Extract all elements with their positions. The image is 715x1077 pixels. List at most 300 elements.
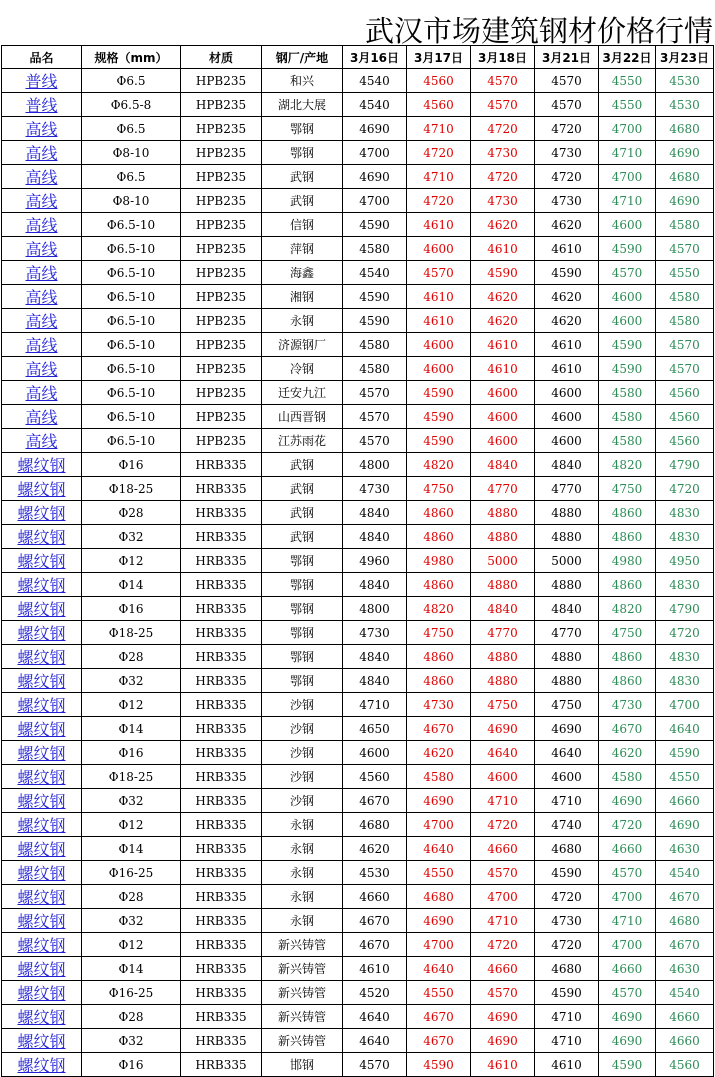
table-row [2, 165, 714, 189]
product-name-link[interactable]: 螺纹钢 [17, 552, 66, 571]
price-cell: 4600 [599, 309, 656, 333]
table-row [2, 141, 714, 165]
price-cell: 4600 [407, 357, 471, 381]
material-cell: HRB335 [181, 813, 262, 837]
spec-cell: Φ16 [82, 741, 181, 765]
price-cell: 4540 [343, 69, 407, 93]
mill-cell: 鄂钢 [262, 645, 343, 669]
price-cell: 4730 [535, 909, 599, 933]
table-row [2, 933, 714, 957]
price-cell: 4670 [343, 909, 407, 933]
price-cell: 4710 [599, 189, 656, 213]
material-cell: HRB335 [181, 837, 262, 861]
mill-cell: 山西晋钢 [262, 405, 343, 429]
price-cell: 4600 [535, 405, 599, 429]
price-cell: 4660 [343, 885, 407, 909]
price-cell: 4750 [407, 621, 471, 645]
price-cell: 4830 [656, 645, 714, 669]
price-cell: 4820 [407, 453, 471, 477]
product-name-link[interactable]: 螺纹钢 [17, 840, 66, 859]
price-cell: 4840 [471, 597, 535, 621]
table-row [2, 429, 714, 453]
price-cell: 4730 [599, 693, 656, 717]
price-cell: 4550 [599, 69, 656, 93]
material-cell: HPB235 [181, 165, 262, 189]
price-cell: 4860 [599, 501, 656, 525]
product-name-link[interactable]: 螺纹钢 [17, 504, 66, 523]
material-cell: HPB235 [181, 357, 262, 381]
price-cell: 4590 [599, 1053, 656, 1077]
price-cell: 4540 [656, 861, 714, 885]
price-cell: 4580 [599, 429, 656, 453]
price-cell: 4540 [343, 261, 407, 285]
price-cell: 4860 [407, 501, 471, 525]
product-name-cell [2, 669, 82, 693]
price-cell: 4700 [343, 189, 407, 213]
material-cell: HPB235 [181, 141, 262, 165]
spec-cell: Φ12 [82, 693, 181, 717]
material-cell: HPB235 [181, 429, 262, 453]
price-cell: 4690 [471, 717, 535, 741]
price-cell: 4690 [656, 141, 714, 165]
product-name-link[interactable]: 螺纹钢 [17, 984, 66, 1003]
price-cell: 4610 [535, 357, 599, 381]
mill-cell: 武钢 [262, 189, 343, 213]
price-cell: 4710 [471, 789, 535, 813]
material-cell: HRB335 [181, 501, 262, 525]
product-name-cell [2, 309, 82, 333]
price-cell: 4610 [407, 213, 471, 237]
price-cell: 4670 [599, 717, 656, 741]
price-cell: 4590 [535, 981, 599, 1005]
table-row [2, 957, 714, 981]
price-cell: 4590 [407, 405, 471, 429]
mill-cell: 鄂钢 [262, 597, 343, 621]
price-cell: 4620 [407, 741, 471, 765]
price-cell: 4690 [599, 1029, 656, 1053]
material-cell: HPB235 [181, 405, 262, 429]
product-name-link[interactable]: 高线 [25, 216, 58, 235]
price-cell: 4620 [535, 285, 599, 309]
price-cell: 4700 [599, 933, 656, 957]
material-cell: HRB335 [181, 693, 262, 717]
product-name-cell [2, 189, 82, 213]
price-cell: 4700 [471, 885, 535, 909]
price-cell: 4520 [343, 981, 407, 1005]
table-row [2, 621, 714, 645]
price-cell: 4620 [471, 309, 535, 333]
spec-cell: Φ6.5-10 [82, 285, 181, 309]
mill-cell: 迁安九江 [262, 381, 343, 405]
price-cell: 4710 [599, 909, 656, 933]
price-cell: 4720 [535, 117, 599, 141]
table-row [2, 861, 714, 885]
price-cell: 4800 [343, 453, 407, 477]
price-cell: 4590 [535, 261, 599, 285]
price-cell: 4720 [471, 813, 535, 837]
product-name-link[interactable]: 螺纹钢 [17, 480, 66, 499]
price-cell: 4750 [535, 693, 599, 717]
product-name-link[interactable]: 高线 [25, 408, 58, 427]
price-cell: 4820 [407, 597, 471, 621]
price-cell: 4730 [535, 141, 599, 165]
spec-cell: Φ6.5-10 [82, 261, 181, 285]
table-row [2, 669, 714, 693]
spec-cell: Φ14 [82, 573, 181, 597]
price-cell: 4610 [471, 237, 535, 261]
mill-cell: 武钢 [262, 453, 343, 477]
price-cell: 4570 [343, 405, 407, 429]
product-name-link[interactable]: 高线 [25, 384, 58, 403]
spec-cell: Φ6.5-10 [82, 237, 181, 261]
price-cell: 4730 [471, 189, 535, 213]
product-name-link[interactable]: 螺纹钢 [17, 936, 66, 955]
mill-cell: 沙钢 [262, 741, 343, 765]
product-name-link[interactable]: 螺纹钢 [17, 1008, 66, 1027]
mill-cell: 信钢 [262, 213, 343, 237]
price-cell: 4680 [656, 117, 714, 141]
product-name-cell [2, 789, 82, 813]
product-name-link[interactable]: 高线 [25, 120, 58, 139]
product-name-cell [2, 1005, 82, 1029]
price-cell: 4590 [599, 333, 656, 357]
price-cell: 4880 [535, 669, 599, 693]
price-cell: 4590 [407, 1053, 471, 1077]
price-cell: 4600 [343, 741, 407, 765]
price-cell: 4720 [471, 165, 535, 189]
product-name-link[interactable]: 螺纹钢 [17, 864, 66, 883]
price-cell: 4660 [656, 1005, 714, 1029]
material-cell: HRB335 [181, 477, 262, 501]
mill-cell: 永钢 [262, 909, 343, 933]
header-date-0317: 3月17日 [407, 46, 471, 69]
price-cell: 4830 [656, 525, 714, 549]
price-cell: 4710 [535, 1029, 599, 1053]
price-cell: 4580 [407, 765, 471, 789]
price-cell: 4660 [656, 1029, 714, 1053]
product-name-link[interactable]: 高线 [25, 144, 58, 163]
spec-cell: Φ32 [82, 789, 181, 813]
price-cell: 4570 [343, 1053, 407, 1077]
material-cell: HPB235 [181, 189, 262, 213]
product-name-link[interactable]: 高线 [25, 432, 58, 451]
product-name-link[interactable]: 螺纹钢 [17, 768, 66, 787]
product-name-cell [2, 501, 82, 525]
mill-cell: 新兴铸管 [262, 1005, 343, 1029]
product-name-link[interactable]: 螺纹钢 [17, 648, 66, 667]
product-name-cell [2, 477, 82, 501]
price-cell: 4560 [407, 69, 471, 93]
spec-cell: Φ8-10 [82, 141, 181, 165]
mill-cell: 湖北大展 [262, 93, 343, 117]
price-cell: 4660 [471, 957, 535, 981]
header-date-0323: 3月23日 [656, 46, 714, 69]
product-name-link[interactable]: 螺纹钢 [17, 720, 66, 739]
product-name-link[interactable]: 普线 [25, 96, 58, 115]
price-cell: 4580 [599, 405, 656, 429]
material-cell: HRB335 [181, 957, 262, 981]
mill-cell: 萍钢 [262, 237, 343, 261]
price-cell: 4960 [343, 549, 407, 573]
price-cell: 4610 [535, 237, 599, 261]
mill-cell: 武钢 [262, 501, 343, 525]
price-cell: 4670 [407, 717, 471, 741]
spec-cell: Φ32 [82, 669, 181, 693]
price-cell: 4680 [535, 957, 599, 981]
product-name-link[interactable]: 高线 [25, 240, 58, 259]
material-cell: HRB335 [181, 525, 262, 549]
table-row [2, 525, 714, 549]
price-cell: 4710 [471, 909, 535, 933]
material-cell: HPB235 [181, 261, 262, 285]
mill-cell: 鄂钢 [262, 549, 343, 573]
product-name-link[interactable]: 高线 [25, 336, 58, 355]
price-cell: 4560 [407, 93, 471, 117]
price-cell: 4530 [656, 69, 714, 93]
price-cell: 4700 [599, 885, 656, 909]
header-date-0318: 3月18日 [471, 46, 535, 69]
material-cell: HPB235 [181, 93, 262, 117]
price-cell: 4570 [656, 333, 714, 357]
product-name-link[interactable]: 高线 [25, 312, 58, 331]
spec-cell: Φ14 [82, 957, 181, 981]
price-cell: 4710 [407, 117, 471, 141]
price-cell: 4660 [656, 789, 714, 813]
product-name-link[interactable]: 螺纹钢 [17, 1056, 66, 1075]
product-name-link[interactable]: 螺纹钢 [17, 672, 66, 691]
table-row [2, 573, 714, 597]
product-name-link[interactable]: 螺纹钢 [17, 456, 66, 475]
price-cell: 4740 [535, 813, 599, 837]
product-name-link[interactable]: 螺纹钢 [17, 576, 66, 595]
spec-cell: Φ18-25 [82, 477, 181, 501]
price-cell: 4720 [599, 813, 656, 837]
material-cell: HRB335 [181, 597, 262, 621]
price-cell: 4770 [535, 621, 599, 645]
price-cell: 4720 [535, 165, 599, 189]
price-cell: 4750 [407, 477, 471, 501]
price-cell: 4570 [407, 261, 471, 285]
spec-cell: Φ28 [82, 645, 181, 669]
price-cell: 4580 [599, 381, 656, 405]
mill-cell: 永钢 [262, 813, 343, 837]
price-cell: 4730 [535, 189, 599, 213]
material-cell: HPB235 [181, 285, 262, 309]
product-name-cell [2, 861, 82, 885]
price-cell: 4640 [471, 741, 535, 765]
product-name-link[interactable]: 普线 [25, 72, 58, 91]
mill-cell: 新兴铸管 [262, 1029, 343, 1053]
price-cell: 4580 [656, 285, 714, 309]
price-cell: 4590 [407, 429, 471, 453]
product-name-cell [2, 1053, 82, 1077]
table-row [2, 741, 714, 765]
product-name-link[interactable]: 螺纹钢 [17, 624, 66, 643]
table-row [2, 765, 714, 789]
mill-cell: 冷钢 [262, 357, 343, 381]
price-cell: 4600 [535, 381, 599, 405]
price-cell: 4830 [656, 501, 714, 525]
mill-cell: 新兴铸管 [262, 933, 343, 957]
product-name-link[interactable]: 螺纹钢 [17, 744, 66, 763]
price-cell: 4690 [407, 909, 471, 933]
price-cell: 4840 [471, 453, 535, 477]
mill-cell: 武钢 [262, 165, 343, 189]
product-name-link[interactable]: 高线 [25, 264, 58, 283]
material-cell: HPB235 [181, 381, 262, 405]
mill-cell: 鄂钢 [262, 141, 343, 165]
product-name-cell [2, 525, 82, 549]
product-name-cell [2, 213, 82, 237]
price-cell: 4680 [656, 165, 714, 189]
product-name-link[interactable]: 螺纹钢 [17, 888, 66, 907]
product-name-cell [2, 597, 82, 621]
product-name-link[interactable]: 螺纹钢 [17, 1032, 66, 1051]
table-row [2, 69, 714, 93]
price-cell: 4610 [471, 333, 535, 357]
price-cell: 4600 [471, 429, 535, 453]
table-row [2, 813, 714, 837]
price-cell: 4790 [656, 597, 714, 621]
spec-cell: Φ8-10 [82, 189, 181, 213]
price-cell: 4980 [407, 549, 471, 573]
price-cell: 4540 [343, 93, 407, 117]
product-name-cell [2, 837, 82, 861]
material-cell: HPB235 [181, 333, 262, 357]
price-cell: 4840 [343, 669, 407, 693]
product-name-link[interactable]: 螺纹钢 [17, 792, 66, 811]
mill-cell: 邯钢 [262, 1053, 343, 1077]
spec-cell: Φ6.5-10 [82, 357, 181, 381]
mill-cell: 永钢 [262, 837, 343, 861]
price-cell: 4570 [599, 261, 656, 285]
price-cell: 4580 [343, 357, 407, 381]
table-row [2, 909, 714, 933]
product-name-link[interactable]: 高线 [25, 192, 58, 211]
price-cell: 4590 [343, 309, 407, 333]
price-cell: 4560 [656, 381, 714, 405]
product-name-cell [2, 453, 82, 477]
price-cell: 4860 [599, 669, 656, 693]
mill-cell: 和兴 [262, 69, 343, 93]
price-cell: 4860 [407, 573, 471, 597]
price-cell: 4600 [407, 237, 471, 261]
spec-cell: Φ6.5-10 [82, 381, 181, 405]
spec-cell: Φ28 [82, 1005, 181, 1029]
mill-cell: 湘钢 [262, 285, 343, 309]
product-name-link[interactable]: 螺纹钢 [17, 528, 66, 547]
spec-cell: Φ14 [82, 837, 181, 861]
product-name-link[interactable]: 高线 [25, 168, 58, 187]
table-row [2, 453, 714, 477]
price-cell: 4710 [599, 141, 656, 165]
price-cell: 4770 [535, 477, 599, 501]
price-cell: 4570 [471, 93, 535, 117]
price-cell: 4570 [599, 981, 656, 1005]
price-cell: 4580 [343, 237, 407, 261]
price-cell: 4610 [471, 1053, 535, 1077]
price-cell: 4860 [407, 525, 471, 549]
spec-cell: Φ6.5-8 [82, 93, 181, 117]
price-cell: 4640 [407, 957, 471, 981]
product-name-link[interactable]: 螺纹钢 [17, 912, 66, 931]
price-cell: 4700 [407, 933, 471, 957]
mill-cell: 鄂钢 [262, 573, 343, 597]
product-name-cell [2, 165, 82, 189]
material-cell: HRB335 [181, 741, 262, 765]
price-cell: 4750 [599, 621, 656, 645]
table-row [2, 501, 714, 525]
price-table [1, 45, 714, 1077]
price-cell: 4620 [343, 837, 407, 861]
price-cell: 4620 [471, 285, 535, 309]
price-cell: 4600 [599, 285, 656, 309]
page-title: 武汉市场建筑钢材价格行情 [364, 14, 713, 45]
product-name-cell [2, 573, 82, 597]
product-name-link[interactable]: 高线 [25, 288, 58, 307]
price-cell: 4600 [471, 765, 535, 789]
price-cell: 4570 [343, 381, 407, 405]
price-cell: 4880 [471, 645, 535, 669]
price-cell: 4690 [343, 165, 407, 189]
price-cell: 4660 [599, 957, 656, 981]
price-cell: 4650 [343, 717, 407, 741]
product-name-cell [2, 381, 82, 405]
price-cell: 4590 [343, 285, 407, 309]
price-cell: 4550 [407, 861, 471, 885]
price-cell: 4590 [407, 381, 471, 405]
product-name-cell [2, 429, 82, 453]
header-spec: 规格（mm） [82, 46, 181, 69]
price-cell: 4590 [343, 213, 407, 237]
product-name-link[interactable]: 螺纹钢 [17, 816, 66, 835]
price-cell: 4820 [599, 453, 656, 477]
product-name-cell [2, 693, 82, 717]
table-row [2, 1029, 714, 1053]
product-name-link[interactable]: 螺纹钢 [17, 960, 66, 979]
price-cell: 4880 [535, 501, 599, 525]
price-cell: 4630 [656, 837, 714, 861]
price-cell: 4720 [535, 933, 599, 957]
price-cell: 4860 [407, 669, 471, 693]
price-cell: 4670 [656, 885, 714, 909]
spec-cell: Φ32 [82, 525, 181, 549]
product-name-cell [2, 69, 82, 93]
product-name-cell [2, 957, 82, 981]
price-cell: 4880 [535, 525, 599, 549]
price-cell: 4570 [535, 69, 599, 93]
price-cell: 4840 [343, 501, 407, 525]
price-cell: 4880 [471, 573, 535, 597]
table-row [2, 285, 714, 309]
header-date-0321: 3月21日 [535, 46, 599, 69]
price-cell: 4570 [599, 861, 656, 885]
product-name-cell [2, 141, 82, 165]
header-row [2, 46, 714, 69]
spec-cell: Φ16-25 [82, 981, 181, 1005]
product-name-link[interactable]: 高线 [25, 360, 58, 379]
price-cell: 4720 [656, 621, 714, 645]
product-name-link[interactable]: 螺纹钢 [17, 600, 66, 619]
table-row [2, 693, 714, 717]
price-cell: 4610 [535, 333, 599, 357]
price-cell: 4600 [471, 381, 535, 405]
product-name-link[interactable]: 螺纹钢 [17, 696, 66, 715]
price-cell: 4750 [599, 477, 656, 501]
price-cell: 4590 [656, 741, 714, 765]
mill-cell: 新兴铸管 [262, 981, 343, 1005]
price-cell: 4690 [535, 717, 599, 741]
